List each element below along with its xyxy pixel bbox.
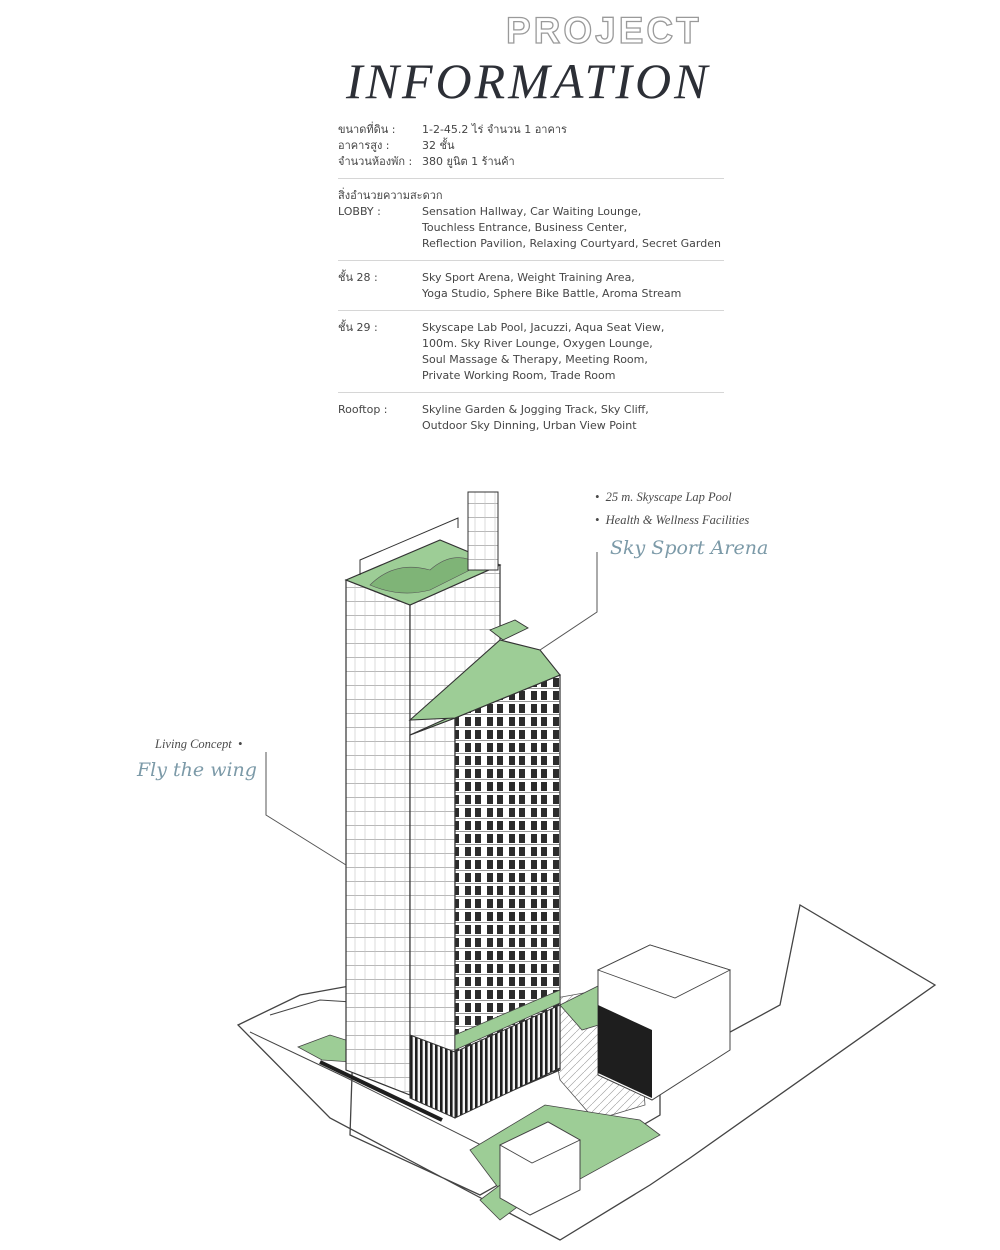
- spec-label: จำนวนห้องพัก :: [338, 155, 413, 168]
- callout-pool-text: 25 m. Skyscape Lap Pool: [605, 490, 732, 504]
- facility-line: Sensation Hallway, Car Waiting Lounge,: [422, 205, 642, 218]
- facility-line: Yoga Studio, Sphere Bike Battle, Aroma Stream: [422, 287, 682, 300]
- tower-left-face: [346, 580, 410, 1095]
- roof-crown: [468, 492, 498, 570]
- script-fly-the-wing: Fly the wing: [137, 759, 257, 781]
- spec-label: อาคารสูง :: [338, 139, 390, 152]
- facility-label: LOBBY :: [338, 205, 381, 218]
- title-information: INFORMATION: [346, 53, 711, 109]
- facility-line: Outdoor Sky Dinning, Urban View Point: [422, 419, 637, 432]
- callout-living-concept: Living Concept •: [155, 737, 243, 751]
- facility-line: Skyline Garden & Jogging Track, Sky Cliff,: [422, 403, 649, 416]
- callout-wellness-text: Health & Wellness Facilities: [605, 513, 750, 527]
- facility-label: Rooftop :: [338, 403, 388, 416]
- facility-line: Soul Massage & Therapy, Meeting Room,: [422, 353, 648, 366]
- spec-value: 1-2-45.2 ไร่ จำนวน 1 อาคาร: [422, 123, 567, 136]
- facilities-heading: สิ่งอำนวยความสะดวก: [338, 189, 443, 202]
- title-project: PROJECT: [506, 10, 702, 51]
- facility-label: ชั้น 29 :: [338, 321, 378, 334]
- facility-line: Sky Sport Arena, Weight Training Area,: [422, 271, 635, 284]
- spec-value: 32 ชั้น: [422, 139, 455, 152]
- script-sky-sport-arena: Sky Sport Arena: [610, 537, 769, 559]
- spec-label: ขนาดที่ดิน :: [338, 123, 396, 136]
- facility-label: ชั้น 28 :: [338, 271, 378, 284]
- leader-line-right: [540, 552, 597, 650]
- callout-wellness: • Health & Wellness Facilities: [595, 513, 750, 527]
- facility-line: 100m. Sky River Lounge, Oxygen Lounge,: [422, 337, 653, 350]
- callout-pool: • 25 m. Skyscape Lap Pool: [595, 490, 732, 504]
- facility-line: Touchless Entrance, Business Center,: [422, 221, 628, 234]
- callout-living-text: Living Concept: [155, 737, 232, 751]
- leader-line-left: [266, 752, 346, 865]
- spec-value: 380 ยูนิต 1 ร้านค้า: [422, 155, 515, 168]
- facility-line: Skyscape Lab Pool, Jacuzzi, Aqua Seat View,: [422, 321, 665, 334]
- facility-line: Reflection Pavilion, Relaxing Courtyard, Secret Garden: [422, 237, 721, 250]
- facility-line: Private Working Room, Trade Room: [422, 369, 616, 382]
